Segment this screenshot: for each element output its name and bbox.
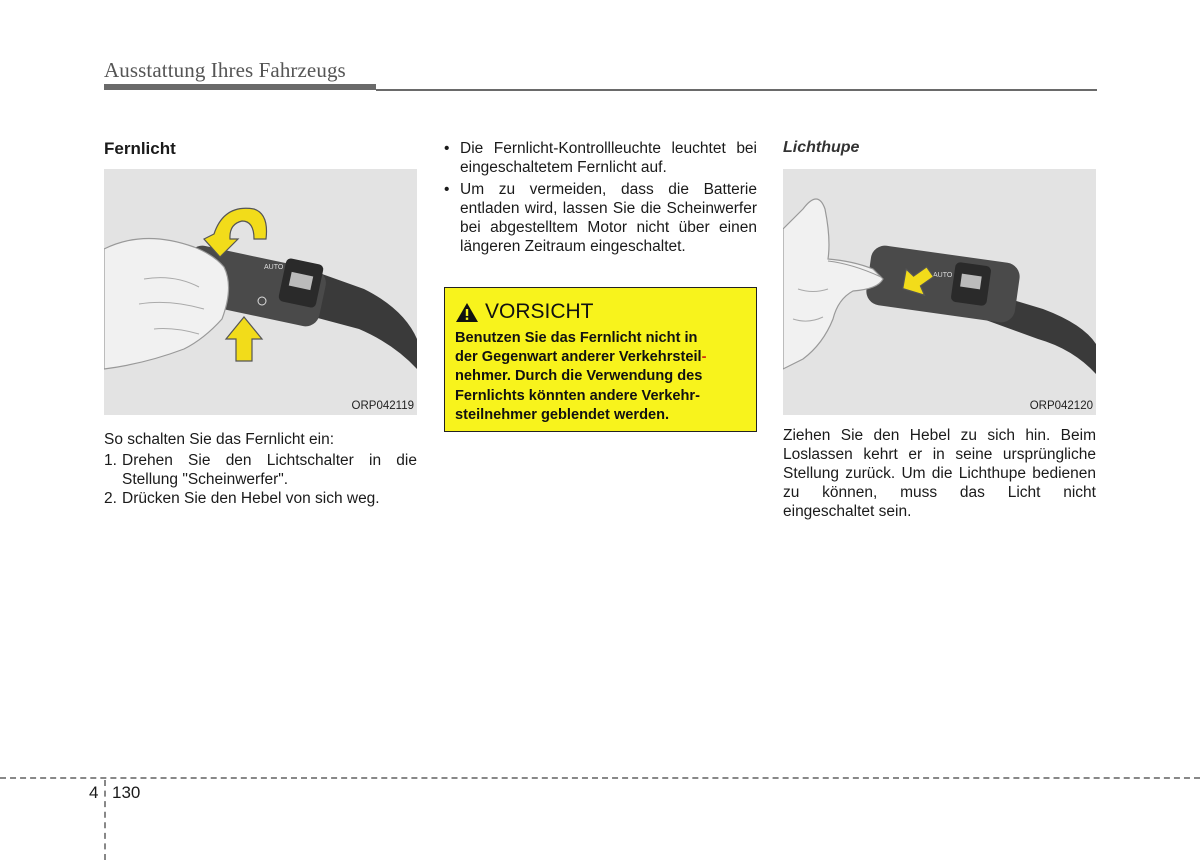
bullet-mark: • [444,181,450,198]
caution-box [444,287,757,432]
caution-hyphen: - [701,349,707,366]
caution-line: der Gegenwart anderer Verkehrsteil- [455,349,707,366]
bullet-text: Die Fernlicht-Kontrollleuchte leuchtet bei eingeschaltetem Fernlicht auf. [460,140,757,176]
caution-text [455,329,747,425]
page-header-title: Ausstattung Ihres Fahrzeugs [104,58,346,82]
intro-text: So schalten Sie das Fernlicht ein: [104,431,335,448]
bullet-list [444,139,757,259]
figure-code: ORP042119 [351,400,414,412]
bullet-text: Um zu vermeiden, dass die Batterie entladen wird, lassen Sie die Scheinwerfer bei abgestelltem Motor nicht über einen längeren Zeitraum eingeschaltet. [460,181,757,255]
figure-code: ORP042120 [1029,400,1093,412]
footer-vertical-divider [104,780,106,860]
chapter-number: 4 [89,783,99,802]
header-rule [104,84,376,90]
step-number: 2. [104,490,117,507]
caution-line: Benutzen Sie das Fernlicht nicht in [455,330,698,346]
bullet-mark: • [444,140,450,157]
caution-title: VORSICHT [485,300,594,323]
illustration-lever-pull [783,169,1096,415]
list-item [104,489,417,508]
header-rule-thin [376,89,1097,91]
caution-line: Fernlichts könnten andere Verkehr- [455,387,700,404]
svg-text:AUTO: AUTO [933,272,953,279]
footer-divider [0,777,1200,779]
list-item [444,180,757,256]
list-item [104,451,417,489]
warning-icon [455,302,479,323]
section-heading-lichthupe: Lichthupe [783,139,860,156]
caution-header [455,300,594,324]
svg-text:AUTO: AUTO [264,264,284,271]
figure-lichthupe [783,169,1096,415]
step-number: 1. [104,452,117,469]
section-heading-fernlicht: Fernlicht [104,139,176,158]
lichthupe-text: Ziehen Sie den Hebel zu sich hin. Beim Loslassen kehrt er in seine ursprüngliche Stellung zurück. Um die Lichthupe bedienen zu können, muss das Licht nicht eingeschaltet sein. [783,427,1096,520]
illustration-lever-push [104,169,417,415]
step-text: Drücken Sie den Hebel von sich weg. [122,490,380,507]
steps-list [104,451,417,508]
page-number: 130 [112,783,141,802]
figure-fernlicht [104,169,417,415]
step-text: Drehen Sie den Lichtschalter in die Stellung "Scheinwerfer". [122,452,417,488]
list-item [444,139,757,177]
caution-line: nehmer. Durch die Verwendung des [455,368,703,385]
caution-line: steilnehmer geblendet werden. [455,406,670,423]
